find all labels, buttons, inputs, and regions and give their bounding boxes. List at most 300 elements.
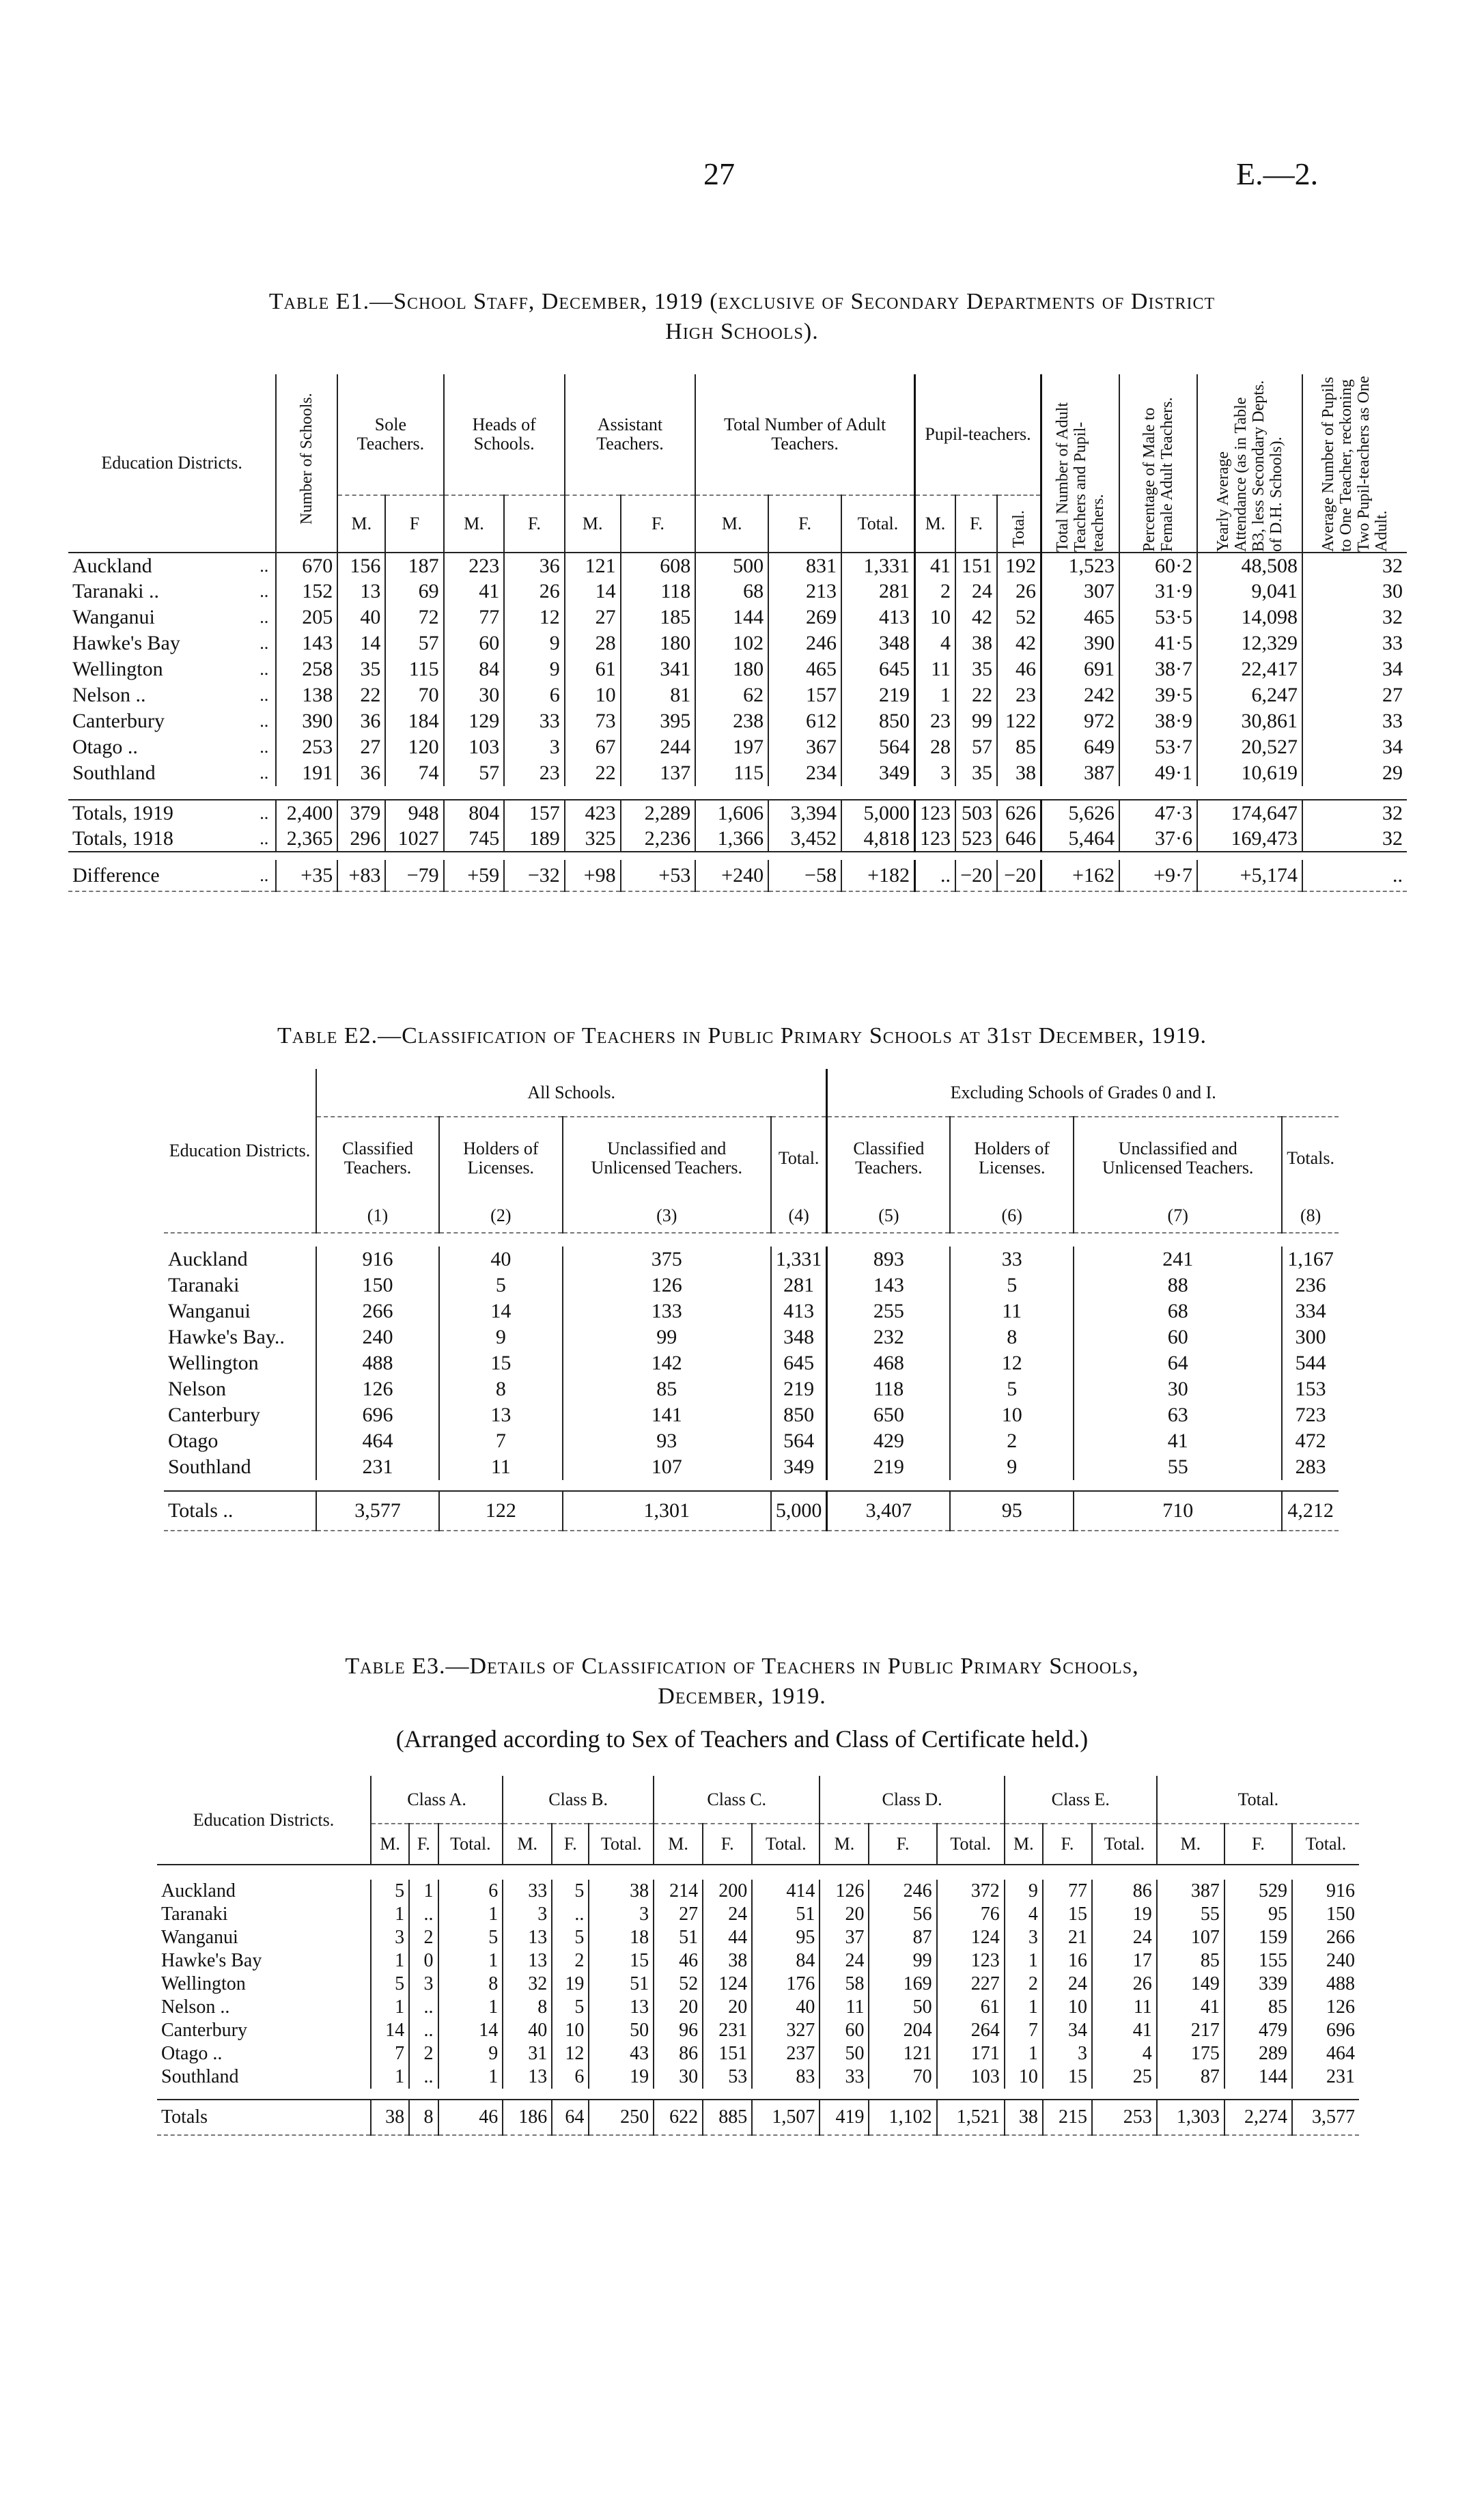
district-name: Totals .. bbox=[168, 1499, 234, 1522]
cell-value: 57 bbox=[444, 760, 505, 786]
cell-value: +53 bbox=[621, 860, 696, 891]
table-row bbox=[157, 1973, 1359, 1996]
district-name: Taranaki bbox=[161, 1904, 228, 1925]
cell-value: 133 bbox=[563, 1298, 771, 1324]
table-e3-title-line2: December, 1919. bbox=[658, 1684, 826, 1709]
cell-value: 390 bbox=[1041, 630, 1120, 656]
cell-value: 115 bbox=[385, 656, 443, 682]
cell-value: +182 bbox=[841, 860, 915, 891]
cell-value: 2 bbox=[950, 1428, 1074, 1454]
table-e1-title bbox=[0, 287, 1484, 347]
cell-value: 95 bbox=[1224, 1903, 1292, 1926]
cell-value: 281 bbox=[841, 579, 915, 604]
cell-value: 253 bbox=[276, 734, 337, 760]
cell-value: 948 bbox=[385, 800, 443, 826]
col-head-total: Total. bbox=[1010, 510, 1028, 548]
cell-value: 150 bbox=[1292, 1903, 1359, 1926]
cell-value: 64 bbox=[1074, 1350, 1282, 1376]
cell-value: 21 bbox=[1043, 1926, 1092, 1949]
cell-value: 414 bbox=[752, 1880, 820, 1903]
cell-value: 213 bbox=[768, 579, 841, 604]
cell-value: 745 bbox=[444, 826, 505, 852]
cell-value: 40 bbox=[337, 604, 385, 630]
cell-value: 22 bbox=[955, 682, 997, 708]
cell-value: 121 bbox=[869, 2042, 936, 2065]
column-number: (7) bbox=[1074, 1199, 1282, 1233]
cell-value: 15 bbox=[1043, 2065, 1092, 2089]
district-name: Hawke's Bay bbox=[72, 632, 180, 654]
cell-value: 60 bbox=[444, 630, 505, 656]
cell-value: 5 bbox=[371, 1880, 409, 1903]
cell-value: 15 bbox=[439, 1350, 563, 1376]
cell-value: 58 bbox=[820, 1973, 869, 1996]
col-head-district: Education Districts. bbox=[101, 453, 242, 473]
cell-value: 972 bbox=[1041, 708, 1120, 734]
col-head-f: F. bbox=[1224, 1824, 1292, 1865]
table-row bbox=[157, 1996, 1359, 2019]
cell-value: 87 bbox=[1157, 2065, 1224, 2089]
col-head-total: Total. bbox=[771, 1117, 827, 1199]
cell-value: 55 bbox=[1074, 1454, 1282, 1480]
cell-value: 2 bbox=[552, 1949, 589, 1973]
cell-value: 180 bbox=[621, 630, 696, 656]
cell-value: 152 bbox=[276, 579, 337, 604]
cell-value: 1 bbox=[915, 682, 956, 708]
cell-value: 95 bbox=[950, 1491, 1074, 1531]
table-row bbox=[68, 682, 1407, 708]
district-name: Hawke's Bay bbox=[161, 1950, 262, 1971]
cell-value: 51 bbox=[654, 1926, 703, 1949]
cell-value: 7 bbox=[371, 2042, 409, 2065]
cell-value: 22 bbox=[565, 760, 621, 786]
cell-value: 465 bbox=[768, 656, 841, 682]
col-head-m: M. bbox=[915, 495, 956, 553]
cell-value: 85 bbox=[563, 1376, 771, 1402]
cell-value: 49·1 bbox=[1119, 760, 1197, 786]
district-name: Auckland bbox=[72, 554, 152, 577]
col-head-m: M. bbox=[1157, 1824, 1224, 1865]
cell-value: 413 bbox=[771, 1298, 827, 1324]
cell-value: 1 bbox=[1005, 2042, 1043, 2065]
cell-value: 38·7 bbox=[1119, 656, 1197, 682]
cell-value: 2,274 bbox=[1224, 2100, 1292, 2135]
cell-value: 232 bbox=[827, 1324, 950, 1350]
cell-value: 175 bbox=[1157, 2042, 1224, 2065]
table-row bbox=[164, 1324, 1339, 1350]
cell-value: 68 bbox=[695, 579, 768, 604]
cell-value: 47·3 bbox=[1119, 800, 1197, 826]
cell-value: 6 bbox=[552, 2065, 589, 2089]
cell-value: 5,000 bbox=[841, 800, 915, 826]
spacer-row bbox=[164, 1480, 1339, 1491]
cell-value: 155 bbox=[1224, 1949, 1292, 1973]
cell-value: 41 bbox=[915, 553, 956, 579]
cell-value: 2,400 bbox=[276, 800, 337, 826]
cell-value: 250 bbox=[589, 2100, 654, 2135]
cell-value: 62 bbox=[695, 682, 768, 708]
cell-value: 23 bbox=[997, 682, 1041, 708]
district-name: Nelson bbox=[168, 1378, 226, 1400]
cell-value: 118 bbox=[827, 1376, 950, 1402]
col-head-total: Total. bbox=[937, 1824, 1005, 1865]
district-name: Wanganui bbox=[72, 606, 155, 628]
table-e2 bbox=[164, 1069, 1339, 1531]
cell-value: 12 bbox=[504, 604, 565, 630]
table-e1-title-line1: Table E1.—School Staff, December, 1919 (exclusive of Secondary Departments of District bbox=[268, 289, 1216, 314]
cell-value: 1 bbox=[1005, 1949, 1043, 1973]
col-head-percentage: Percentage of Male to Female Adult Teachers. bbox=[1140, 397, 1176, 552]
leader-dots: .. bbox=[260, 828, 269, 848]
cell-value: 1 bbox=[438, 1996, 503, 2019]
cell-value: 670 bbox=[276, 553, 337, 579]
leader-dots: .. bbox=[260, 633, 269, 653]
col-head-classified: Classified Teachers. bbox=[316, 1117, 439, 1199]
cell-value: 85 bbox=[997, 734, 1041, 760]
cell-value: 27 bbox=[1302, 682, 1407, 708]
cell-value: 885 bbox=[703, 2100, 752, 2135]
cell-value: 327 bbox=[752, 2019, 820, 2042]
cell-value: 144 bbox=[695, 604, 768, 630]
cell-value: 723 bbox=[1282, 1402, 1339, 1428]
class-group-header: Class C. bbox=[654, 1776, 820, 1824]
cell-value: 87 bbox=[869, 1926, 936, 1949]
leader-dots: .. bbox=[260, 711, 269, 731]
cell-value: 120 bbox=[385, 734, 443, 760]
cell-value: 23 bbox=[915, 708, 956, 734]
cell-value: 1,523 bbox=[1041, 553, 1120, 579]
cell-value: 14 bbox=[371, 2019, 409, 2042]
cell-value: 2,365 bbox=[276, 826, 337, 852]
col-head-f: F. bbox=[869, 1824, 936, 1865]
cell-value: 30,861 bbox=[1197, 708, 1302, 734]
cell-value: 283 bbox=[1282, 1454, 1339, 1480]
cell-value: 126 bbox=[820, 1880, 869, 1903]
cell-value: 83 bbox=[752, 2065, 820, 2089]
cell-value: 4,212 bbox=[1282, 1491, 1339, 1531]
cell-value: 341 bbox=[621, 656, 696, 682]
cell-value: 24 bbox=[955, 579, 997, 604]
cell-value: +83 bbox=[337, 860, 385, 891]
cell-value: 32 bbox=[503, 1973, 552, 1996]
cell-value: 143 bbox=[827, 1272, 950, 1298]
cell-value: 35 bbox=[955, 656, 997, 682]
table-row bbox=[164, 1298, 1339, 1324]
district-name: Nelson .. bbox=[72, 684, 146, 706]
cell-value: 30 bbox=[654, 2065, 703, 2089]
spacer-row bbox=[157, 1865, 1359, 1880]
district-name: Southland bbox=[161, 2066, 239, 2087]
cell-value: 32 bbox=[1302, 604, 1407, 630]
cell-value: 1,167 bbox=[1282, 1246, 1339, 1272]
cell-value: 33 bbox=[504, 708, 565, 734]
cell-value: 46 bbox=[438, 2100, 503, 2135]
cell-value: 214 bbox=[654, 1880, 703, 1903]
district-name: Wellington bbox=[72, 658, 163, 680]
class-group-header: Class A. bbox=[371, 1776, 503, 1824]
cell-value: 38 bbox=[955, 630, 997, 656]
spacer-row bbox=[68, 786, 1407, 800]
cell-value: 11 bbox=[915, 656, 956, 682]
cell-value: 645 bbox=[841, 656, 915, 682]
cell-value: 57 bbox=[955, 734, 997, 760]
cell-value: 1,366 bbox=[695, 826, 768, 852]
cell-value: 46 bbox=[654, 1949, 703, 1973]
table-row bbox=[164, 1428, 1339, 1454]
class-group-header: Class E. bbox=[1005, 1776, 1157, 1824]
cell-value: 241 bbox=[1074, 1246, 1282, 1272]
cell-value: 2 bbox=[1005, 1973, 1043, 1996]
column-number: (6) bbox=[950, 1199, 1074, 1233]
cell-value: 35 bbox=[955, 760, 997, 786]
cell-value: 124 bbox=[703, 1973, 752, 1996]
cell-value: 372 bbox=[937, 1880, 1005, 1903]
cell-value: +240 bbox=[695, 860, 768, 891]
cell-value: 34 bbox=[1302, 734, 1407, 760]
cell-value: 38 bbox=[1005, 2100, 1043, 2135]
cell-value: 31 bbox=[503, 2042, 552, 2065]
col-head-f: F. bbox=[504, 495, 565, 553]
cell-value: 36 bbox=[504, 553, 565, 579]
cell-value: 137 bbox=[621, 760, 696, 786]
cell-value: .. bbox=[409, 2065, 438, 2089]
cell-value: 121 bbox=[565, 553, 621, 579]
district-name: Totals, 1919 bbox=[72, 801, 173, 824]
col-head-f: F. bbox=[1043, 1824, 1092, 1865]
cell-value: 3 bbox=[371, 1926, 409, 1949]
cell-value: 12,329 bbox=[1197, 630, 1302, 656]
cell-value: 2,236 bbox=[621, 826, 696, 852]
leader-dots: .. bbox=[260, 737, 269, 757]
cell-value: 99 bbox=[869, 1949, 936, 1973]
cell-value: 626 bbox=[997, 800, 1041, 826]
cell-value: 39·5 bbox=[1119, 682, 1197, 708]
table-row bbox=[68, 656, 1407, 682]
district-name: Hawke's Bay.. bbox=[168, 1326, 285, 1348]
cell-value: 46 bbox=[997, 656, 1041, 682]
col-head-total: Total. bbox=[589, 1824, 654, 1865]
table-row bbox=[68, 630, 1407, 656]
district-name: Taranaki .. bbox=[72, 580, 160, 602]
cell-value: 123 bbox=[915, 826, 956, 852]
cell-value: 122 bbox=[439, 1491, 563, 1531]
page-reference: E.—2. bbox=[1236, 156, 1319, 191]
district-name: Southland bbox=[168, 1456, 251, 1478]
cell-value: 1 bbox=[371, 1996, 409, 2019]
cell-value: 5 bbox=[439, 1272, 563, 1298]
table-e2-title-line1: Table E2.—Classification of Teachers in Public Primary Schools at 31st December, 1919. bbox=[277, 1023, 1207, 1048]
cell-value: 1027 bbox=[385, 826, 443, 852]
cell-value: 2 bbox=[409, 1926, 438, 1949]
col-head-f: F bbox=[385, 495, 443, 553]
cell-value: 266 bbox=[316, 1298, 439, 1324]
cell-value: 61 bbox=[937, 1996, 1005, 2019]
cell-value: 2 bbox=[915, 579, 956, 604]
col-head-m: M. bbox=[337, 495, 385, 553]
cell-value: 41·5 bbox=[1119, 630, 1197, 656]
cell-value: 42 bbox=[955, 604, 997, 630]
cell-value: 10 bbox=[915, 604, 956, 630]
cell-value: 124 bbox=[937, 1926, 1005, 1949]
cell-value: +35 bbox=[276, 860, 337, 891]
cell-value: .. bbox=[409, 1996, 438, 2019]
cell-value: 3 bbox=[503, 1903, 552, 1926]
cell-value: 893 bbox=[827, 1246, 950, 1272]
cell-value: 53 bbox=[703, 2065, 752, 2089]
cell-value: 52 bbox=[654, 1973, 703, 1996]
cell-value: 169,473 bbox=[1197, 826, 1302, 852]
cell-value: 41 bbox=[444, 579, 505, 604]
district-name: Otago .. bbox=[72, 736, 138, 758]
cell-value: 1,303 bbox=[1157, 2100, 1224, 2135]
cell-value: 60·2 bbox=[1119, 553, 1197, 579]
cell-value: 189 bbox=[504, 826, 565, 852]
district-name: Totals, 1918 bbox=[72, 826, 173, 850]
cell-value: 191 bbox=[276, 760, 337, 786]
cell-value: 266 bbox=[1292, 1926, 1359, 1949]
cell-value: 84 bbox=[444, 656, 505, 682]
col-head-f: F. bbox=[768, 495, 841, 553]
cell-value: 41 bbox=[1092, 2019, 1157, 2042]
spacer-row bbox=[164, 1233, 1339, 1246]
district-name: Difference bbox=[72, 863, 160, 887]
cell-value: 102 bbox=[695, 630, 768, 656]
cell-value: 2,289 bbox=[621, 800, 696, 826]
district-name: Totals bbox=[161, 2106, 208, 2128]
cell-value: 50 bbox=[820, 2042, 869, 2065]
cell-value: 29 bbox=[1302, 760, 1407, 786]
cell-value: 1 bbox=[409, 1880, 438, 1903]
table-row bbox=[157, 2042, 1359, 2065]
cell-value: 3,407 bbox=[827, 1491, 950, 1531]
cell-value: 200 bbox=[703, 1880, 752, 1903]
cell-value: 3 bbox=[1043, 2042, 1092, 2065]
cell-value: 1 bbox=[1005, 1996, 1043, 2019]
cell-value: 33 bbox=[1302, 708, 1407, 734]
cell-value: 4,818 bbox=[841, 826, 915, 852]
cell-value: 237 bbox=[752, 2042, 820, 2065]
col-head-f: F. bbox=[955, 495, 997, 553]
col-head-m: M. bbox=[695, 495, 768, 553]
col-head-all-schools: All Schools. bbox=[316, 1069, 827, 1117]
cell-value: 696 bbox=[1292, 2019, 1359, 2042]
cell-value: 217 bbox=[1157, 2019, 1224, 2042]
district-name: Wellington bbox=[168, 1352, 259, 1374]
cell-value: 622 bbox=[654, 2100, 703, 2135]
cell-value: 38 bbox=[703, 1949, 752, 1973]
cell-value: 77 bbox=[1043, 1880, 1092, 1903]
cell-value: 13 bbox=[503, 1926, 552, 1949]
cell-value: 503 bbox=[955, 800, 997, 826]
cell-value: 236 bbox=[1282, 1272, 1339, 1298]
cell-value: 464 bbox=[316, 1428, 439, 1454]
col-head-f: F. bbox=[552, 1824, 589, 1865]
district-name: Otago bbox=[168, 1430, 219, 1452]
column-number: (8) bbox=[1282, 1199, 1339, 1233]
cell-value: 126 bbox=[316, 1376, 439, 1402]
cell-value: 48,508 bbox=[1197, 553, 1302, 579]
col-head-unclassified: Unclassified and Unlicensed Teachers. bbox=[563, 1117, 771, 1199]
cell-value: 3 bbox=[1005, 1926, 1043, 1949]
cell-value: 157 bbox=[504, 800, 565, 826]
cell-value: 53·7 bbox=[1119, 734, 1197, 760]
cell-value: 1,606 bbox=[695, 800, 768, 826]
col-head-heads: Heads of Schools. bbox=[444, 374, 565, 495]
col-head-sole: Sole Teachers. bbox=[337, 374, 443, 495]
cell-value: 523 bbox=[955, 826, 997, 852]
cell-value: 43 bbox=[589, 2042, 654, 2065]
cell-value: 115 bbox=[695, 760, 768, 786]
table-e1 bbox=[68, 374, 1407, 892]
table-row bbox=[68, 553, 1407, 579]
cell-value: 129 bbox=[444, 708, 505, 734]
cell-value: 37·6 bbox=[1119, 826, 1197, 852]
cell-value: 107 bbox=[563, 1454, 771, 1480]
cell-value: 10 bbox=[1043, 1996, 1092, 2019]
cell-value: 1,521 bbox=[937, 2100, 1005, 2135]
cell-value: 13 bbox=[439, 1402, 563, 1428]
cell-value: .. bbox=[1302, 860, 1407, 891]
cell-value: −58 bbox=[768, 860, 841, 891]
cell-value: 27 bbox=[654, 1903, 703, 1926]
col-head-excluding: Excluding Schools of Grades 0 and I. bbox=[827, 1069, 1339, 1117]
cell-value: 20,527 bbox=[1197, 734, 1302, 760]
table-row bbox=[157, 1926, 1359, 1949]
cell-value: 37 bbox=[820, 1926, 869, 1949]
col-head-attendance: Yearly Average Attendance (as in Table B3, less Secondary Depts. of D.H. Schools). bbox=[1214, 380, 1285, 552]
cell-value: 149 bbox=[1157, 1973, 1224, 1996]
cell-value: 246 bbox=[768, 630, 841, 656]
cell-value: 13 bbox=[337, 579, 385, 604]
cell-value: 240 bbox=[1292, 1949, 1359, 1973]
cell-value: 15 bbox=[1043, 1903, 1092, 1926]
district-name: Wellington bbox=[161, 1973, 246, 1994]
cell-value: 696 bbox=[316, 1402, 439, 1428]
cell-value: 31·9 bbox=[1119, 579, 1197, 604]
cell-value: 9 bbox=[439, 1324, 563, 1350]
table-row bbox=[68, 826, 1407, 852]
cell-value: 242 bbox=[1041, 682, 1120, 708]
cell-value: 11 bbox=[820, 1996, 869, 2019]
cell-value: 6 bbox=[504, 682, 565, 708]
cell-value: 32 bbox=[1302, 800, 1407, 826]
cell-value: 118 bbox=[621, 579, 696, 604]
table-row bbox=[68, 708, 1407, 734]
column-number: (4) bbox=[771, 1199, 827, 1233]
cell-value: 296 bbox=[337, 826, 385, 852]
cell-value: 36 bbox=[337, 708, 385, 734]
table-row bbox=[164, 1350, 1339, 1376]
cell-value: 479 bbox=[1224, 2019, 1292, 2042]
cell-value: 3 bbox=[409, 1973, 438, 1996]
table-e3 bbox=[157, 1776, 1359, 2136]
cell-value: 349 bbox=[841, 760, 915, 786]
cell-value: 10 bbox=[565, 682, 621, 708]
cell-value: 5 bbox=[371, 1973, 409, 1996]
cell-value: 57 bbox=[385, 630, 443, 656]
cell-value: 95 bbox=[752, 1926, 820, 1949]
table-row bbox=[157, 2065, 1359, 2089]
leader-dots: .. bbox=[260, 659, 269, 679]
cell-value: 93 bbox=[563, 1428, 771, 1454]
spacer-row bbox=[157, 2089, 1359, 2100]
cell-value: .. bbox=[409, 1903, 438, 1926]
cell-value: 5 bbox=[950, 1272, 1074, 1298]
district-name: Wanganui bbox=[161, 1927, 238, 1948]
cell-value: 22 bbox=[337, 682, 385, 708]
cell-value: 143 bbox=[276, 630, 337, 656]
cell-value: 413 bbox=[841, 604, 915, 630]
cell-value: 186 bbox=[503, 2100, 552, 2135]
